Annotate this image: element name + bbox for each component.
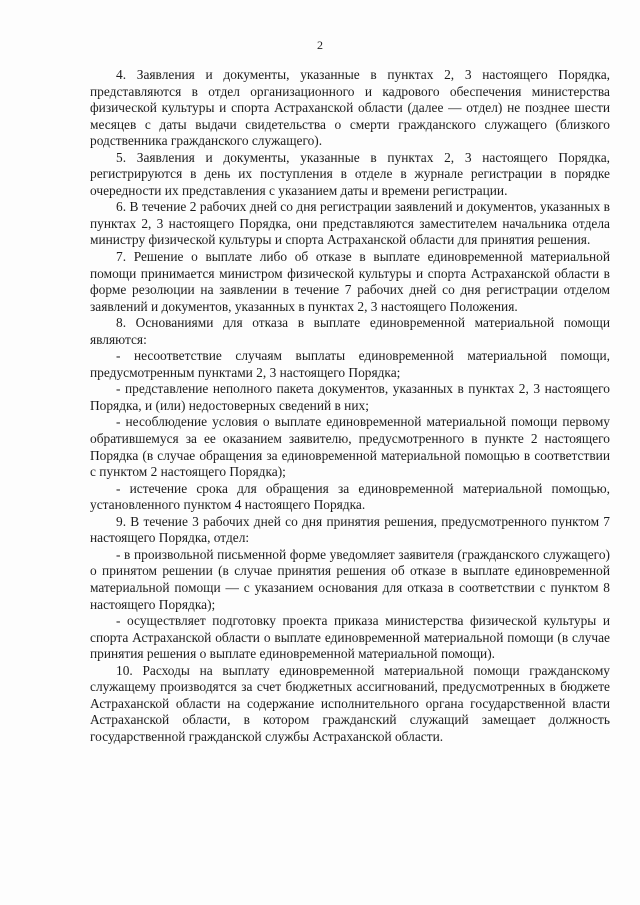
list-item: - истечение срока для обращения за единовременной материальной помощью, установленного пунктом 4 настоящего Порядка. (90, 480, 610, 513)
paragraph-9: 9. В течение 3 рабочих дней со дня принятия решения, предусмотренного пунктом 7 настоящего Порядка, отдел: (90, 513, 610, 546)
paragraph-5: 5. Заявления и документы, указанные в пунктах 2, 3 настоящего Порядка, регистрируются в день их поступления в отделе в журнале регистрации в порядке очередности их представления с указанием даты и времени регистрации. (90, 149, 610, 198)
list-item: - несоответствие случаям выплаты единовременной материальной помощи, предусмотренным пунктами 2, 3 настоящего Порядка; (90, 348, 610, 380)
page-number: 2 (317, 38, 323, 52)
document-body (90, 67, 610, 745)
list-item: - несоблюдение условия о выплате единовременной материальной помощи первому обратившемуся за ее оказанием заявителю, предусмотренного в пункте 2 настоящего Порядка (в случае обращения за единовременной материальной помощью в соответствии с пунктом 2 настоящего Порядка); (90, 414, 610, 480)
paragraph-6: 6. В течение 2 рабочих дней со дня регистрации заявлений и документов, указанных в пунктах 2, 3 настоящего Порядка, они представляются заместителем начальника отдела министру физической культуры и спорта Астраханской области для принятия решения. (90, 199, 610, 248)
paragraph-10: 10. Расходы на выплату единовременной материальной помощи гражданскому служащему производятся за счет бюджетных ассигнований, предусмотренных в бюджете Астраханской области на содержание исполнительного органа государственной власти Астраханской области, в котором гражданский служащий замещает должность государственной гражданской службы Астраханской области. (90, 662, 610, 744)
list-item: - представление неполного пакета документов, указанных в пунктах 2, 3 настоящего Порядка, и (или) недостоверных сведений в них; (90, 381, 610, 413)
paragraph-8: 8. Основаниями для отказа в выплате единовременной материальной помощи являются: (90, 315, 610, 347)
paragraph-7: 7. Решение о выплате либо об отказе в выплате единовременной материальной помощи принимается министром физической культуры и спорта Астраханской области в форме резолюции на заявлении в течение 7 рабочих дней со дня регистрации отделом заявлений и документов, указанных в пунктах 2, 3 настоящего Положения. (90, 249, 610, 314)
paragraph-4: 4. Заявления и документы, указанные в пунктах 2, 3 настоящего Порядка, представляются в отдел организационного и кадрового обеспечения министерства физической культуры и спорта Астраханской области (далее — отдел) не позднее шести месяцев с даты выдачи свидетельства о смерти гражданского служащего (близкого родственника гражданского служащего). (90, 67, 610, 149)
list-item: - в произвольной письменной форме уведомляет заявителя (гражданского служащего) о принятом решении (в случае принятия решения об отказе в выплате единовременной материальной помощи — с указанием основания для отказа в соответствии с пунктом 8 настоящего Порядка); (90, 546, 610, 612)
list-item: - осуществляет подготовку проекта приказа министерства физической культуры и спорта Астраханской области о выплате единовременной материальной помощи (в случае принятия решения о выплате единовременной материальной помощи). (90, 613, 610, 662)
